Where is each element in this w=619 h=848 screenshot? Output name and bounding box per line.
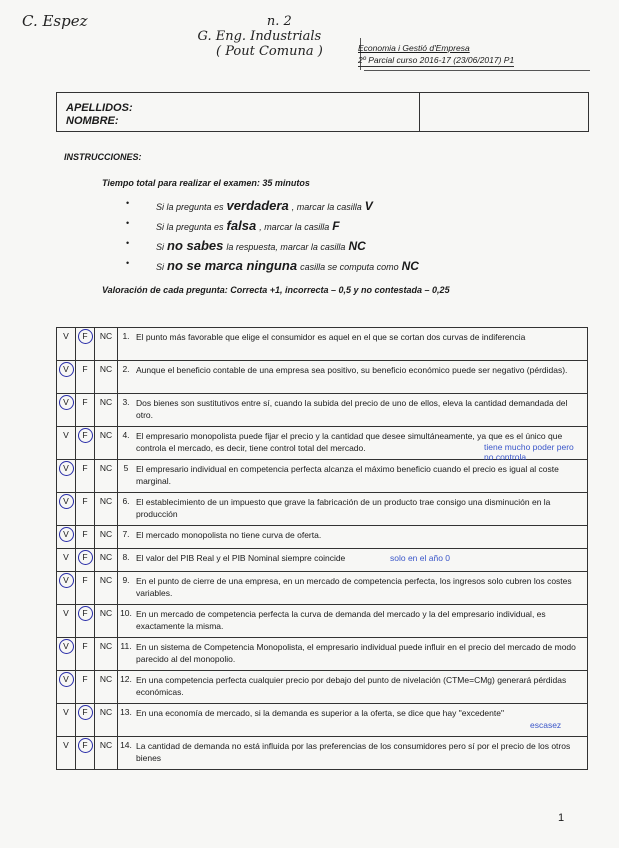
option-true-box[interactable] [57, 394, 76, 427]
handwritten-title-line1: n. 2 [266, 14, 292, 29]
answer-option-label: NC [99, 707, 113, 717]
question-text: El empresario monopolista puede fijar el precio y la cantidad que desee simultáneamente, ya que es el único que controla el mercado, es decir, tiene control total del mercado. [136, 431, 563, 453]
answer-option-label: F [82, 463, 88, 473]
question-row [57, 394, 588, 427]
answer-mark-circle: V [59, 494, 74, 509]
handwritten-title [196, 14, 323, 59]
handwritten-correction-note: solo en el año 0 [390, 553, 451, 563]
option-nc-box[interactable] [95, 361, 118, 394]
question-row [57, 493, 588, 526]
option-true-box[interactable] [57, 572, 76, 605]
option-nc-box[interactable] [95, 394, 118, 427]
time-limit: Tiempo total para realizar el examen: 35 minutos [102, 178, 310, 188]
option-false-box[interactable] [76, 704, 95, 737]
instruction-item: • Si la pregunta es verdadera , marcar la casilla V [130, 198, 530, 218]
exam-subtitle: 2º Parcial curso 2016-17 (23/06/2017) P1 [358, 55, 515, 65]
question-number: 3. [118, 394, 135, 427]
answer-option-label: NC [99, 575, 113, 585]
question-text-cell [134, 704, 588, 737]
option-nc-box[interactable] [95, 737, 118, 770]
answer-option-label: V [63, 707, 69, 717]
question-row [57, 671, 588, 704]
option-nc-box[interactable] [95, 493, 118, 526]
instruction-list [130, 198, 530, 278]
answer-option-label: NC [99, 430, 113, 440]
answer-option-label: V [63, 740, 69, 750]
answer-mark-circle: F [78, 428, 93, 443]
name-box-divider [419, 93, 420, 131]
question-text: El valor del PIB Real y el PIB Nominal siempre coincide [136, 553, 346, 563]
question-row [57, 572, 588, 605]
option-true-box[interactable] [57, 704, 76, 737]
answer-mark-circle: F [78, 550, 93, 565]
course-title: Economia i Gestió d'Empresa [358, 43, 470, 53]
answer-option-label: V [63, 331, 69, 341]
answer-option-label: F [82, 674, 88, 684]
option-false-box[interactable] [76, 638, 95, 671]
option-true-box[interactable] [57, 328, 76, 361]
answer-option-label: NC [99, 496, 113, 506]
option-false-box[interactable] [76, 427, 95, 460]
answer-option-label: NC [99, 552, 113, 562]
instruction-item: • Si no se marca ninguna casilla se computa como NC [130, 258, 530, 278]
question-text: La cantidad de demanda no está influida por las preferencias de los consumidores pero sí por el precio de los otros bienes [136, 741, 571, 763]
question-text: El empresario individual en competencia perfecta alcanza el máximo beneficio cuando el precio es igual al coste marginal. [136, 464, 559, 486]
answer-mark-circle: F [78, 606, 93, 621]
option-nc-box[interactable] [95, 328, 118, 361]
question-number: 14. [118, 737, 135, 770]
question-text-cell [134, 427, 588, 460]
handwritten-initials: C. Espez [22, 12, 88, 30]
instruction-item: • Si no sabes la respuesta, marcar la casilla NC [130, 238, 530, 258]
question-number: 4. [118, 427, 135, 460]
option-true-box[interactable] [57, 549, 76, 572]
option-false-box[interactable] [76, 572, 95, 605]
question-text: En un mercado de competencia perfecta la curva de demanda del mercado y la del empresario individual, es exactamente la misma. [136, 609, 546, 631]
question-row [57, 737, 588, 770]
answer-mark-circle: V [59, 527, 74, 542]
option-nc-box[interactable] [95, 549, 118, 572]
surname-label: APELLIDOS: [66, 102, 133, 114]
question-text-cell [134, 605, 588, 638]
question-number: 2. [118, 361, 135, 394]
question-number: 12. [118, 671, 135, 704]
option-nc-box[interactable] [95, 460, 118, 493]
question-text: El establecimiento de un impuesto que grave la fabricación de un producto trae consigo una disminución en la producción [136, 497, 551, 519]
option-false-box[interactable] [76, 460, 95, 493]
option-true-box[interactable] [57, 737, 76, 770]
option-true-box[interactable] [57, 427, 76, 460]
option-nc-box[interactable] [95, 638, 118, 671]
answer-option-label: NC [99, 608, 113, 618]
option-false-box[interactable] [76, 737, 95, 770]
handwritten-title-line2: G. Eng. Industrials [197, 29, 322, 44]
answer-mark-circle: F [78, 738, 93, 753]
answer-option-label: V [63, 552, 69, 562]
answer-option-label: NC [99, 331, 113, 341]
option-true-box[interactable] [57, 493, 76, 526]
handwritten-title-line3: ( Pout Comuna ) [216, 44, 323, 59]
answer-option-label: NC [99, 397, 113, 407]
question-text: El punto más favorable que elige el consumidor es aquel en el que se cortan dos curvas de indiferencia [136, 332, 526, 342]
question-number: 6. [118, 493, 135, 526]
question-text: Aunque el beneficio contable de una empresa sea positivo, su beneficio económico puede ser negativo (pérdidas). [136, 365, 568, 375]
question-text-cell [134, 572, 588, 605]
question-row [57, 638, 588, 671]
question-text-cell [134, 394, 588, 427]
option-false-box[interactable] [76, 605, 95, 638]
header-rule [364, 70, 590, 71]
answer-mark-circle: V [59, 639, 74, 654]
answer-mark-circle: V [59, 362, 74, 377]
question-row [57, 605, 588, 638]
answer-option-label: NC [99, 364, 113, 374]
answer-option-label: F [82, 364, 88, 374]
handwritten-correction-note: tiene mucho poder pero no controla [484, 442, 574, 462]
option-nc-box[interactable] [95, 572, 118, 605]
question-text-cell [134, 638, 588, 671]
question-text-cell [134, 460, 588, 493]
option-false-box[interactable] [76, 361, 95, 394]
option-nc-box[interactable] [95, 671, 118, 704]
option-nc-box[interactable] [95, 526, 118, 549]
option-true-box[interactable] [57, 671, 76, 704]
question-row [57, 549, 588, 572]
question-text-cell [134, 361, 588, 394]
question-text-cell [134, 671, 588, 704]
option-true-box[interactable] [57, 361, 76, 394]
question-text-cell [134, 549, 588, 572]
option-false-box[interactable] [76, 493, 95, 526]
name-label: NOMBRE: [66, 115, 119, 127]
answer-mark-circle: V [59, 395, 74, 410]
question-number: 5 [118, 460, 135, 493]
question-number: 11. [118, 638, 135, 671]
question-number: 10. [118, 605, 135, 638]
name-box [56, 92, 589, 132]
question-text: En un sistema de Competencia Monopolista, el empresario individual puede influir en el precio del mercado de modo parecido al del monopolio. [136, 642, 576, 664]
option-false-box[interactable] [76, 526, 95, 549]
answer-mark-circle: V [59, 461, 74, 476]
course-info [358, 42, 514, 67]
question-text: En el punto de cierre de una empresa, en un mercado de competencia perfecta, los ingresos solo cubren los costes variables. [136, 576, 572, 598]
option-false-box[interactable] [76, 549, 95, 572]
question-text-cell [134, 328, 588, 361]
question-number: 13. [118, 704, 135, 737]
answer-option-label: V [63, 608, 69, 618]
answer-option-label: F [82, 641, 88, 651]
instructions-heading: INSTRUCCIONES: [64, 152, 142, 162]
question-row [57, 526, 588, 549]
option-true-box[interactable] [57, 605, 76, 638]
option-true-box[interactable] [57, 526, 76, 549]
question-text: En una economía de mercado, si la demanda es superior a la oferta, se dice que hay "excedente" [136, 708, 504, 718]
answer-option-label: NC [99, 641, 113, 651]
answer-mark-circle: F [78, 705, 93, 720]
question-row [57, 361, 588, 394]
answer-option-label: NC [99, 740, 113, 750]
option-false-box[interactable] [76, 671, 95, 704]
answer-option-label: V [63, 430, 69, 440]
answer-option-label: NC [99, 674, 113, 684]
answer-mark-circle: F [78, 329, 93, 344]
option-false-box[interactable] [76, 394, 95, 427]
question-text-cell [134, 737, 588, 770]
question-number: 9. [118, 572, 135, 605]
answer-option-label: F [82, 397, 88, 407]
valuation-text: Correcta +1, incorrecta – 0,5 y no contestada – 0,25 [230, 285, 450, 295]
answer-option-label: NC [99, 463, 113, 473]
valuation-label: Valoración de cada pregunta: [102, 285, 228, 295]
page-number: 1 [558, 812, 565, 824]
question-text: Dos bienes son sustitutivos entre sí, cuando la subida del precio de uno de ellos, eleva la cantidad demandada del otro. [136, 398, 568, 420]
option-nc-box[interactable] [95, 605, 118, 638]
instruction-item: • Si la pregunta es falsa , marcar la casilla F [130, 218, 530, 238]
valuation-line [102, 285, 450, 295]
question-number: 8. [118, 549, 135, 572]
question-text-cell [134, 526, 588, 549]
option-true-box[interactable] [57, 460, 76, 493]
question-number: 1. [118, 328, 135, 361]
answer-option-label: F [82, 529, 88, 539]
handwritten-correction-note: escasez [530, 720, 562, 730]
option-true-box[interactable] [57, 638, 76, 671]
question-table [56, 327, 588, 770]
question-row [57, 328, 588, 361]
question-row [57, 460, 588, 493]
option-false-box[interactable] [76, 328, 95, 361]
option-nc-box[interactable] [95, 427, 118, 460]
question-text-cell [134, 493, 588, 526]
answer-option-label: NC [99, 529, 113, 539]
answer-option-label: F [82, 496, 88, 506]
question-number: 7. [118, 526, 135, 549]
question-row [57, 427, 588, 460]
answer-mark-circle: V [59, 573, 74, 588]
answer-mark-circle: V [59, 672, 74, 687]
answer-option-label: F [82, 575, 88, 585]
question-text: El mercado monopolista no tiene curva de oferta. [136, 530, 322, 540]
question-row [57, 704, 588, 737]
option-nc-box[interactable] [95, 704, 118, 737]
question-text: En una competencia perfecta cualquier precio por debajo del punto de nivelación (CTMe=CMg) generará pérdidas económicas. [136, 675, 567, 697]
